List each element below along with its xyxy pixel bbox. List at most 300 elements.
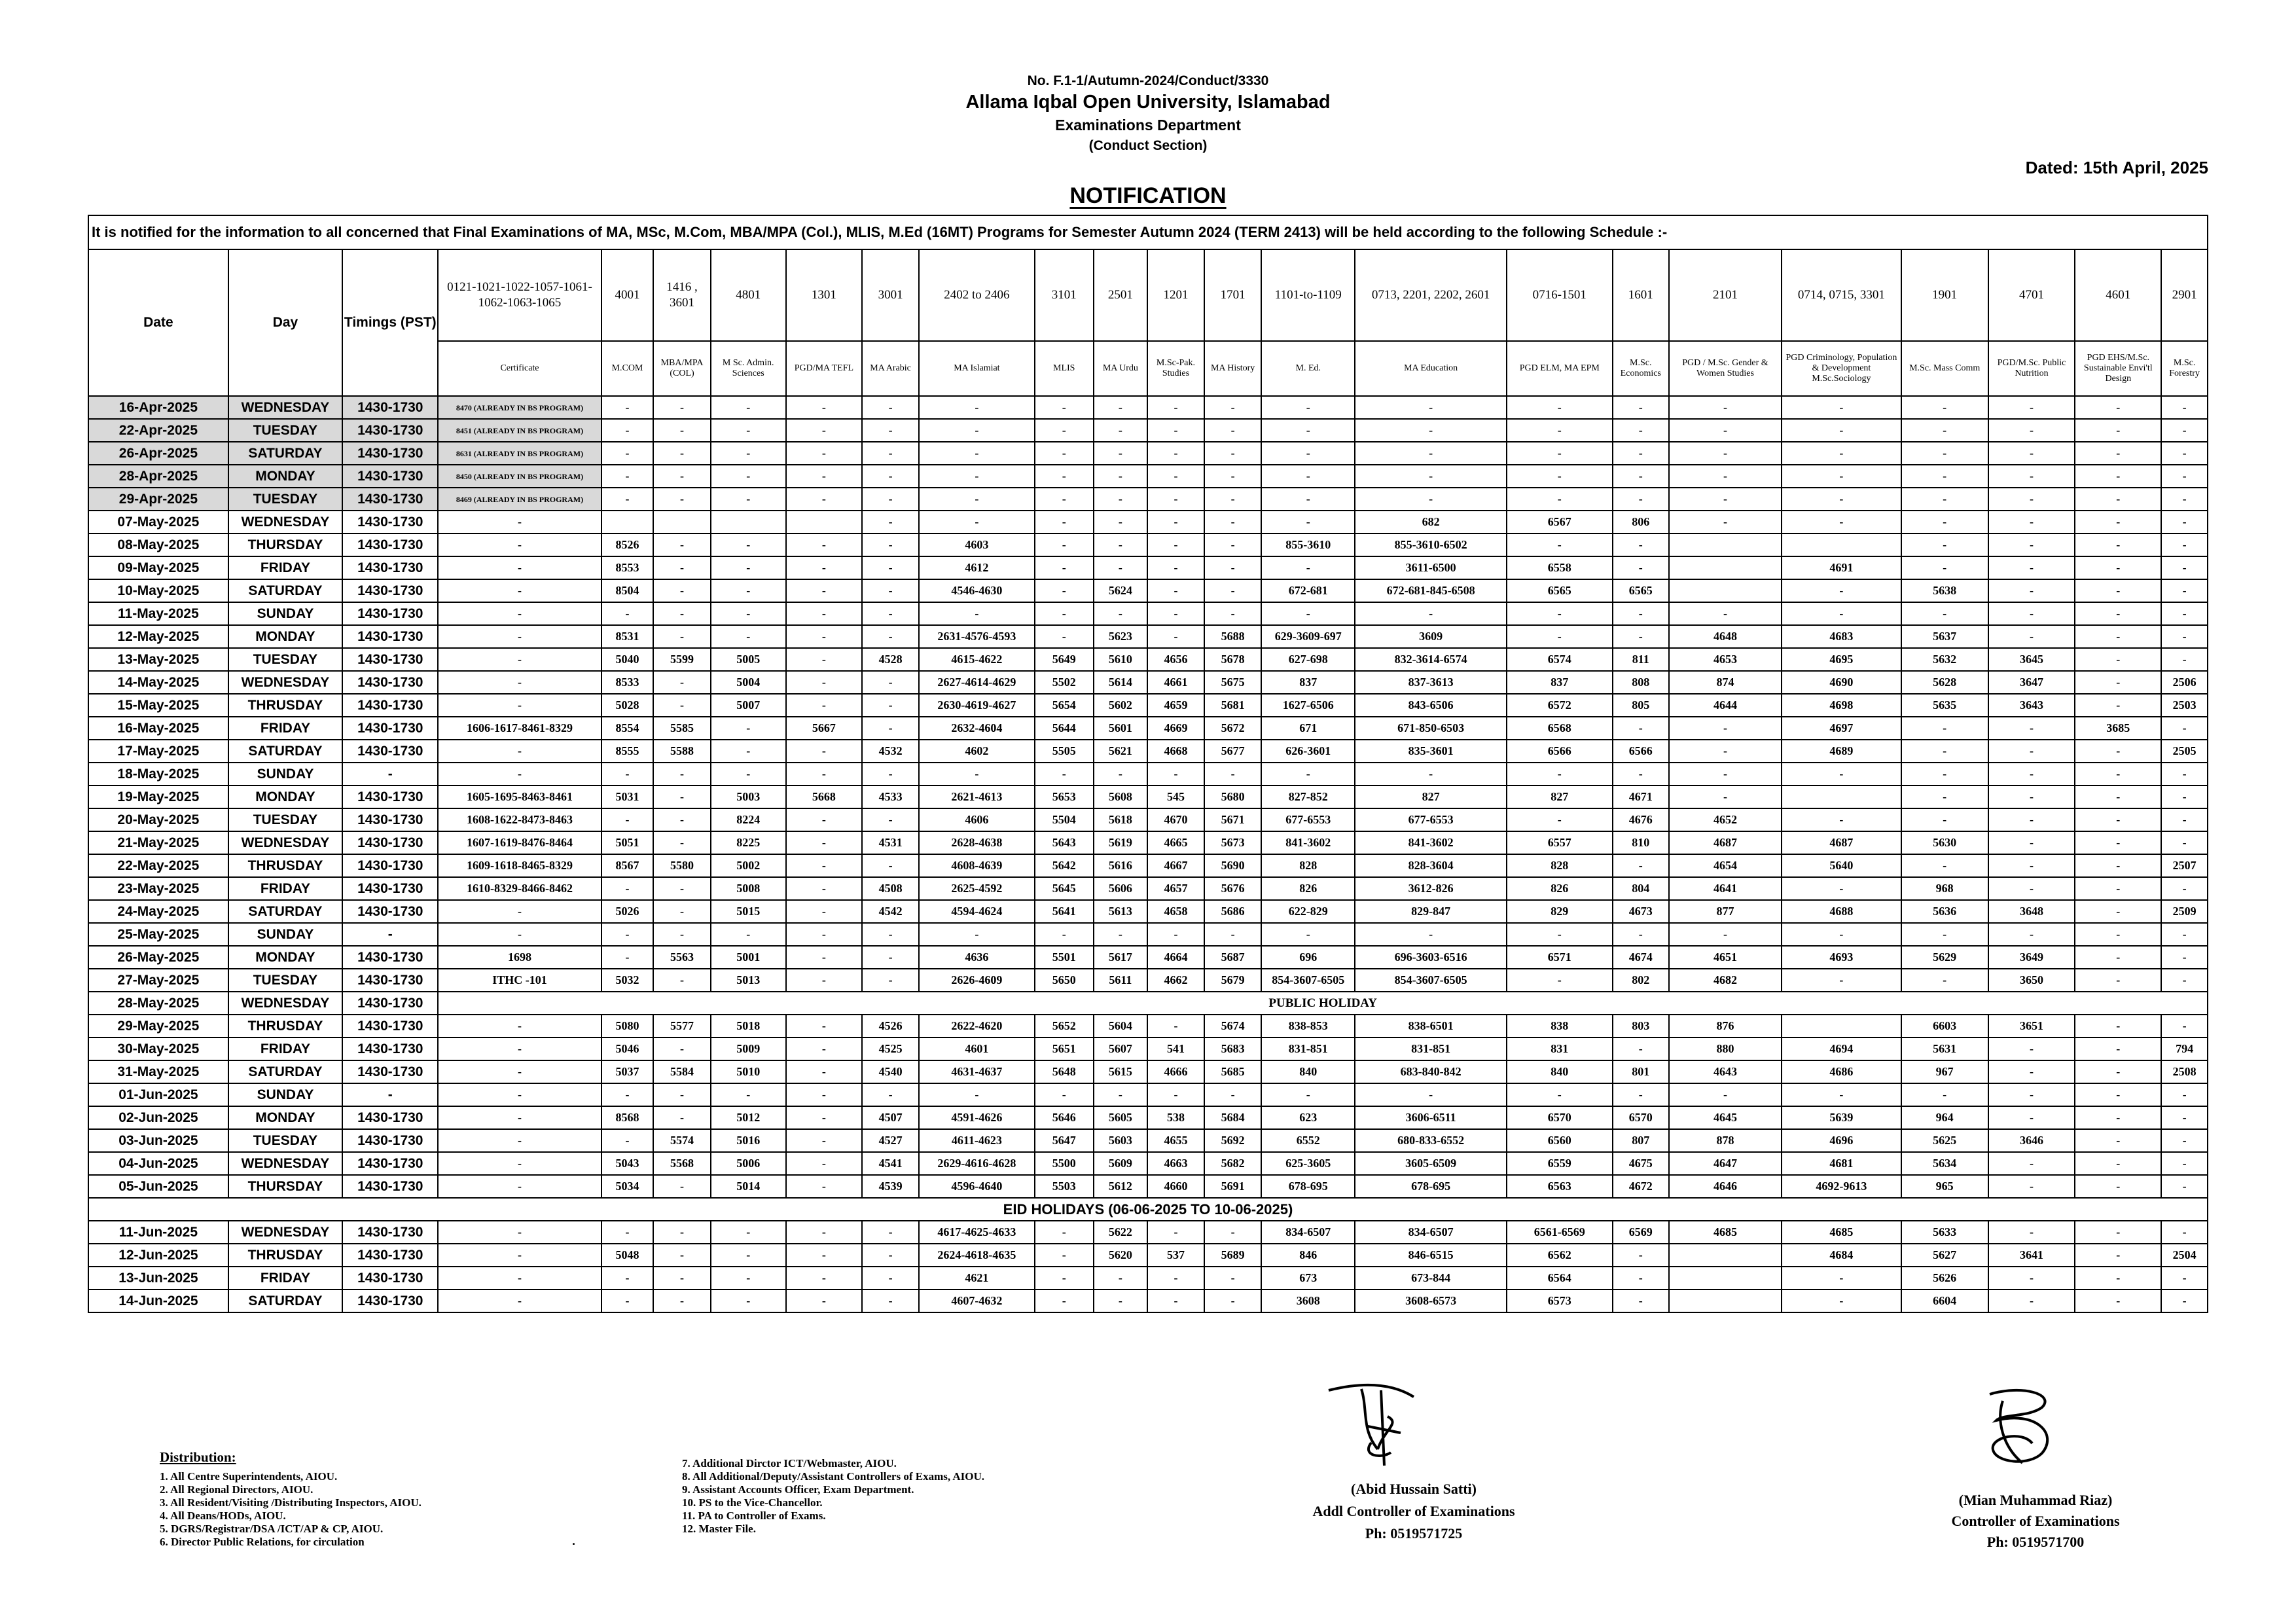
paper-code-cell: - xyxy=(919,602,1034,625)
paper-code-cell: 4690 xyxy=(1782,671,1901,694)
paper-code-cell xyxy=(786,511,862,533)
distribution-item: 7. Additional Dirctor ICT/Webmaster, AIOU. xyxy=(682,1457,897,1470)
paper-code-cell: - xyxy=(1204,1290,1261,1312)
paper-code-cell: - xyxy=(919,396,1034,419)
paper-code-cell: 5640 xyxy=(1782,854,1901,877)
paper-code-cell: - xyxy=(1094,763,1147,785)
paper-code-cell: 541 xyxy=(1147,1038,1204,1060)
paper-code-cell: - xyxy=(1613,533,1669,556)
course-code-header: 2901 xyxy=(2161,249,2208,341)
paper-code-cell: 4656 xyxy=(1147,648,1204,671)
paper-code-cell: - xyxy=(653,763,710,785)
paper-code-cell: - xyxy=(1355,396,1506,419)
day-cell: WEDNESDAY xyxy=(228,1221,342,1244)
paper-code-cell: - xyxy=(2075,465,2161,488)
date-cell: 26-May-2025 xyxy=(88,946,228,969)
paper-code-cell: 5611 xyxy=(1094,969,1147,992)
paper-code-cell: - xyxy=(1901,556,1988,579)
day-cell: SUNDAY xyxy=(228,923,342,946)
paper-code-cell: - xyxy=(2161,1221,2208,1244)
paper-code-cell: 2631-4576-4593 xyxy=(919,625,1034,648)
paper-code-cell: 4611-4623 xyxy=(919,1129,1034,1152)
paper-code-cell: - xyxy=(1613,1290,1669,1312)
paper-code-cell: - xyxy=(862,1083,919,1106)
program-header: PGD / M.Sc. Gender & Women Studies xyxy=(1669,341,1782,396)
paper-code-cell: 2628-4638 xyxy=(919,831,1034,854)
paper-code-cell: - xyxy=(786,602,862,625)
paper-code-cell: 5621 xyxy=(1094,740,1147,763)
paper-code-cell: 5642 xyxy=(1035,854,1094,877)
paper-code-cell: 8531 xyxy=(601,625,654,648)
paper-code-cell xyxy=(1669,579,1782,602)
schedule-row xyxy=(88,556,2208,579)
paper-code-cell: - xyxy=(786,923,862,946)
paper-code-cell: - xyxy=(653,923,710,946)
paper-code-cell: 4617-4625-4633 xyxy=(919,1221,1034,1244)
signature-abid-hussain-satti xyxy=(1322,1377,1420,1469)
date-cell: 02-Jun-2025 xyxy=(88,1106,228,1129)
paper-code-cell: - xyxy=(786,1038,862,1060)
paper-code-cell: 828-3604 xyxy=(1355,854,1506,877)
paper-code-cell: 2509 xyxy=(2161,900,2208,923)
date-cell: 28-May-2025 xyxy=(88,992,228,1015)
paper-code-cell: - xyxy=(1669,511,1782,533)
paper-code-cell: 5500 xyxy=(1035,1152,1094,1175)
paper-code-cell: 5672 xyxy=(1204,717,1261,740)
date-line: Dated: 15th April, 2025 xyxy=(2025,158,2208,177)
paper-code-cell: - xyxy=(1094,556,1147,579)
intro-text: It is notified for the information to all concerned that Final Examinations of MA, MSc, M.Com, MBA/MPA (Col.), MLIS, M.Ed (16MT) Programs for Semester Autumn 2024 (TERM 2413) will be held according to the following Schedule :- xyxy=(88,215,2208,249)
day-cell: MONDAY xyxy=(228,946,342,969)
paper-code-cell: 3641 xyxy=(1988,1244,2075,1267)
paper-code-cell: 6567 xyxy=(1507,511,1613,533)
paper-code-cell: - xyxy=(1507,465,1613,488)
timing-cell: - xyxy=(342,763,438,785)
paper-code-cell: 4647 xyxy=(1669,1152,1782,1175)
paper-code-cell: 6552 xyxy=(1261,1129,1355,1152)
paper-code-cell: - xyxy=(862,1221,919,1244)
paper-code-cell: 837-3613 xyxy=(1355,671,1506,694)
timing-cell: 1430-1730 xyxy=(342,1060,438,1083)
paper-code-cell: 829 xyxy=(1507,900,1613,923)
course-code-header: 1201 xyxy=(1147,249,1204,341)
certificate-cell: - xyxy=(438,602,601,625)
paper-code-cell: 673 xyxy=(1261,1267,1355,1290)
paper-code-cell: - xyxy=(1901,419,1988,442)
paper-code-cell: 876 xyxy=(1669,1015,1782,1038)
certificate-cell: - xyxy=(438,740,601,763)
paper-code-cell: 3685 xyxy=(2075,717,2161,740)
paper-code-cell: 5690 xyxy=(1204,854,1261,877)
paper-code-cell: 877 xyxy=(1669,900,1782,923)
paper-code-cell: 5646 xyxy=(1035,1106,1094,1129)
day-cell: FRIDAY xyxy=(228,877,342,900)
paper-code-cell: 5037 xyxy=(601,1060,654,1083)
paper-code-cell: - xyxy=(919,419,1034,442)
paper-code-cell: - xyxy=(1901,763,1988,785)
paper-code-cell: 5636 xyxy=(1901,900,1988,923)
paper-code-cell: - xyxy=(2075,1152,2161,1175)
paper-code-cell: 964 xyxy=(1901,1106,1988,1129)
paper-code-cell: - xyxy=(1147,533,1204,556)
paper-code-cell: 4531 xyxy=(862,831,919,854)
paper-code-cell: - xyxy=(1507,763,1613,785)
certificate-cell: 8450 (ALREADY IN BS PROGRAM) xyxy=(438,465,601,488)
certificate-cell: 8631 (ALREADY IN BS PROGRAM) xyxy=(438,442,601,465)
paper-code-cell: - xyxy=(862,488,919,511)
paper-code-cell: - xyxy=(601,923,654,946)
program-header: M.Sc. Mass Comm xyxy=(1901,341,1988,396)
day-cell: MONDAY xyxy=(228,785,342,808)
distribution-item: 12. Master File. xyxy=(682,1523,756,1535)
eid-holiday-row xyxy=(88,1198,2208,1221)
paper-code-cell: 5633 xyxy=(1901,1221,1988,1244)
paper-code-cell: - xyxy=(786,488,862,511)
paper-code-cell: 5644 xyxy=(1035,717,1094,740)
paper-code-cell: - xyxy=(2075,923,2161,946)
paper-code-cell: 2504 xyxy=(2161,1244,2208,1267)
paper-code-cell: - xyxy=(919,763,1034,785)
distribution-item: 8. All Additional/Deputy/Assistant Controllers of Exams, AIOU. xyxy=(682,1470,985,1483)
paper-code-cell: 2629-4616-4628 xyxy=(919,1152,1034,1175)
date-cell: 04-Jun-2025 xyxy=(88,1152,228,1175)
paper-code-cell: - xyxy=(1782,465,1901,488)
course-code-header: 4601 xyxy=(2075,249,2161,341)
paper-code-cell: 829-847 xyxy=(1355,900,1506,923)
paper-code-cell: 682 xyxy=(1355,511,1506,533)
paper-code-cell: - xyxy=(601,602,654,625)
day-cell: TUESDAY xyxy=(228,648,342,671)
certificate-cell: 8469 (ALREADY IN BS PROGRAM) xyxy=(438,488,601,511)
signatory-name: (Abid Hussain Satti) xyxy=(1351,1481,1477,1497)
certificate-cell: - xyxy=(438,533,601,556)
schedule-row xyxy=(88,625,2208,648)
paper-code-cell: - xyxy=(711,533,786,556)
paper-code-cell: 5649 xyxy=(1035,648,1094,671)
paper-code-cell: - xyxy=(1094,1267,1147,1290)
paper-code-cell: 4676 xyxy=(1613,808,1669,831)
paper-code-cell: 4607-4632 xyxy=(919,1290,1034,1312)
paper-code-cell: - xyxy=(2161,969,2208,992)
paper-code-cell: - xyxy=(1261,396,1355,419)
intro-row xyxy=(88,215,2208,249)
paper-code-cell xyxy=(1669,1244,1782,1267)
paper-code-cell: 5684 xyxy=(1204,1106,1261,1129)
paper-code-cell: - xyxy=(601,419,654,442)
day-cell: SUNDAY xyxy=(228,1083,342,1106)
paper-code-cell: - xyxy=(2161,1129,2208,1152)
paper-code-cell xyxy=(1782,785,1901,808)
paper-code-cell: - xyxy=(2075,808,2161,831)
paper-code-cell: - xyxy=(2075,1221,2161,1244)
paper-code-cell: 5602 xyxy=(1094,694,1147,717)
paper-code-cell: 5028 xyxy=(601,694,654,717)
paper-code-cell: 4659 xyxy=(1147,694,1204,717)
paper-code-cell: - xyxy=(1204,419,1261,442)
paper-code-cell: - xyxy=(2075,1244,2161,1267)
paper-code-cell: - xyxy=(1988,1152,2075,1175)
paper-code-cell: 4541 xyxy=(862,1152,919,1175)
paper-code-cell: 5668 xyxy=(786,785,862,808)
paper-code-cell: 5620 xyxy=(1094,1244,1147,1267)
paper-code-cell: - xyxy=(1507,1083,1613,1106)
date-cell: 05-Jun-2025 xyxy=(88,1175,228,1198)
paper-code-cell: 5677 xyxy=(1204,740,1261,763)
certificate-cell: - xyxy=(438,1083,601,1106)
paper-code-cell: 5604 xyxy=(1094,1015,1147,1038)
paper-code-cell: - xyxy=(1613,1083,1669,1106)
paper-code-cell: - xyxy=(1988,717,2075,740)
paper-code-cell: - xyxy=(653,1221,710,1244)
paper-code-cell: 4689 xyxy=(1782,740,1901,763)
paper-code-cell: 5641 xyxy=(1035,900,1094,923)
header-day: Day xyxy=(228,249,342,396)
paper-code-cell: - xyxy=(786,396,862,419)
paper-code-cell: 4687 xyxy=(1782,831,1901,854)
paper-code-cell: 5006 xyxy=(711,1152,786,1175)
paper-code-cell: - xyxy=(862,808,919,831)
paper-code-cell: 5080 xyxy=(601,1015,654,1038)
paper-code-cell: 5010 xyxy=(711,1060,786,1083)
paper-code-cell: 4669 xyxy=(1147,717,1204,740)
schedule-row xyxy=(88,511,2208,533)
paper-code-cell: - xyxy=(786,1244,862,1267)
paper-code-cell: - xyxy=(862,1244,919,1267)
paper-code-cell: - xyxy=(1035,1290,1094,1312)
paper-code-cell: - xyxy=(1782,969,1901,992)
date-cell: 31-May-2025 xyxy=(88,1060,228,1083)
paper-code-cell: - xyxy=(1988,740,2075,763)
schedule-row xyxy=(88,1106,2208,1129)
paper-code-cell: - xyxy=(1261,511,1355,533)
schedule-row xyxy=(88,1221,2208,1244)
distribution-list-1 xyxy=(160,1470,422,1549)
paper-code-cell: - xyxy=(1035,511,1094,533)
day-cell: SUNDAY xyxy=(228,763,342,785)
paper-code-cell: - xyxy=(1988,1083,2075,1106)
paper-code-cell: - xyxy=(2075,1083,2161,1106)
paper-code-cell: - xyxy=(862,1290,919,1312)
paper-code-cell: - xyxy=(786,808,862,831)
paper-code-cell: 5622 xyxy=(1094,1221,1147,1244)
course-code-header: 3001 xyxy=(862,249,919,341)
paper-code-cell: 5501 xyxy=(1035,946,1094,969)
paper-code-cell: - xyxy=(1147,511,1204,533)
paper-code-cell: - xyxy=(1901,717,1988,740)
paper-code-cell: - xyxy=(862,763,919,785)
timing-cell: 1430-1730 xyxy=(342,602,438,625)
paper-code-cell: - xyxy=(1507,488,1613,511)
program-header: Certificate xyxy=(438,341,601,396)
paper-code-cell: 3651 xyxy=(1988,1015,2075,1038)
paper-code-cell: - xyxy=(2161,625,2208,648)
paper-code-cell: - xyxy=(862,671,919,694)
paper-code-cell xyxy=(1669,1290,1782,1312)
paper-code-cell: - xyxy=(862,625,919,648)
course-code-header: 2501 xyxy=(1094,249,1147,341)
paper-code-cell: - xyxy=(1901,488,1988,511)
paper-code-cell: 3645 xyxy=(1988,648,2075,671)
paper-code-cell: - xyxy=(2075,396,2161,419)
paper-code-cell: - xyxy=(711,1290,786,1312)
paper-code-cell: - xyxy=(1613,625,1669,648)
paper-code-cell: - xyxy=(1782,488,1901,511)
course-code-header: 4701 xyxy=(1988,249,2075,341)
paper-code-cell: 4596-4640 xyxy=(919,1175,1034,1198)
paper-code-cell: 5618 xyxy=(1094,808,1147,831)
paper-code-cell: 2506 xyxy=(2161,671,2208,694)
paper-code-cell: - xyxy=(2161,1267,2208,1290)
paper-code-cell: - xyxy=(1901,969,1988,992)
paper-code-cell: - xyxy=(653,1175,710,1198)
certificate-cell: ITHC -101 xyxy=(438,969,601,992)
paper-code-cell: 5043 xyxy=(601,1152,654,1175)
paper-code-cell: - xyxy=(1669,923,1782,946)
paper-code-cell: 5585 xyxy=(653,717,710,740)
paper-code-cell: 5681 xyxy=(1204,694,1261,717)
paper-code-cell: 8533 xyxy=(601,671,654,694)
paper-code-cell: 810 xyxy=(1613,831,1669,854)
program-header: MA Education xyxy=(1355,341,1506,396)
schedule-row xyxy=(88,854,2208,877)
paper-code-cell: 696-3603-6516 xyxy=(1355,946,1506,969)
paper-code-cell: 811 xyxy=(1613,648,1669,671)
certificate-cell: - xyxy=(438,671,601,694)
paper-code-cell: 5648 xyxy=(1035,1060,1094,1083)
paper-code-cell: 5634 xyxy=(1901,1152,1988,1175)
paper-code-cell: 5627 xyxy=(1901,1244,1988,1267)
schedule-row xyxy=(88,442,2208,465)
paper-code-cell: - xyxy=(2161,396,2208,419)
paper-code-cell: - xyxy=(1094,1083,1147,1106)
day-cell: SATURDAY xyxy=(228,1060,342,1083)
paper-code-cell: - xyxy=(786,1152,862,1175)
paper-code-cell: - xyxy=(1782,923,1901,946)
paper-code-cell: 4654 xyxy=(1669,854,1782,877)
date-cell: 18-May-2025 xyxy=(88,763,228,785)
certificate-cell: - xyxy=(438,648,601,671)
paper-code-cell: - xyxy=(786,694,862,717)
paper-code-cell: - xyxy=(601,1129,654,1152)
paper-code-cell: 828 xyxy=(1261,854,1355,877)
paper-code-cell: - xyxy=(2075,831,2161,854)
paper-code-cell: 4672 xyxy=(1613,1175,1669,1198)
certificate-cell: 1607-1619-8476-8464 xyxy=(438,831,601,854)
paper-code-cell: - xyxy=(786,648,862,671)
paper-code-cell xyxy=(1669,1267,1782,1290)
department-name: Examinations Department xyxy=(1055,117,1241,134)
schedule-row xyxy=(88,1175,2208,1198)
paper-code-cell: - xyxy=(786,419,862,442)
paper-code-cell: 5051 xyxy=(601,831,654,854)
paper-code-cell: - xyxy=(1613,923,1669,946)
schedule-row xyxy=(88,533,2208,556)
paper-code-cell: - xyxy=(919,488,1034,511)
paper-code-cell: - xyxy=(1669,1083,1782,1106)
day-cell: SATURDAY xyxy=(228,442,342,465)
paper-code-cell: - xyxy=(601,488,654,511)
paper-code-cell: 6563 xyxy=(1507,1175,1613,1198)
paper-code-cell: - xyxy=(1261,923,1355,946)
paper-code-cell: 5680 xyxy=(1204,785,1261,808)
paper-code-cell: - xyxy=(1204,556,1261,579)
paper-code-cell: 4652 xyxy=(1669,808,1782,831)
paper-code-cell: 5647 xyxy=(1035,1129,1094,1152)
paper-code-cell: - xyxy=(862,923,919,946)
day-cell: FRIDAY xyxy=(228,1038,342,1060)
paper-code-cell: - xyxy=(1988,465,2075,488)
paper-code-cell: - xyxy=(711,442,786,465)
paper-code-cell: 5686 xyxy=(1204,900,1261,923)
paper-code-cell: 3648 xyxy=(1988,900,2075,923)
timing-cell: 1430-1730 xyxy=(342,1290,438,1312)
paper-code-cell: - xyxy=(2161,465,2208,488)
paper-code-cell: - xyxy=(653,602,710,625)
paper-code-cell: - xyxy=(2075,946,2161,969)
paper-code-cell: - xyxy=(711,717,786,740)
paper-code-cell: - xyxy=(1901,854,1988,877)
paper-code-cell: 4697 xyxy=(1782,717,1901,740)
paper-code-cell: 5608 xyxy=(1094,785,1147,808)
paper-code-cell: - xyxy=(1094,442,1147,465)
paper-code-cell: 834-6507 xyxy=(1355,1221,1506,1244)
paper-code-cell: - xyxy=(2161,556,2208,579)
paper-code-cell: - xyxy=(1782,763,1901,785)
paper-code-cell: - xyxy=(2161,533,2208,556)
paper-code-cell: 5574 xyxy=(653,1129,710,1152)
paper-code-cell: - xyxy=(2075,900,2161,923)
paper-code-cell: 625-3605 xyxy=(1261,1152,1355,1175)
schedule-row xyxy=(88,763,2208,785)
paper-code-cell: - xyxy=(786,1175,862,1198)
paper-code-cell: - xyxy=(1035,1083,1094,1106)
paper-code-cell: 5638 xyxy=(1901,579,1988,602)
paper-code-cell: 4693 xyxy=(1782,946,1901,969)
paper-code-cell: 5013 xyxy=(711,969,786,992)
paper-code-cell: - xyxy=(862,694,919,717)
paper-code-cell: 4691 xyxy=(1782,556,1901,579)
paper-code-cell: - xyxy=(1204,579,1261,602)
paper-code-cell: - xyxy=(1147,602,1204,625)
program-header: MA Islamiat xyxy=(919,341,1034,396)
day-cell: THRUSDAY xyxy=(228,694,342,717)
paper-code-cell: 838 xyxy=(1507,1015,1613,1038)
paper-code-cell: - xyxy=(786,442,862,465)
program-header: M Sc. Admin. Sciences xyxy=(711,341,786,396)
paper-code-cell: 965 xyxy=(1901,1175,1988,1198)
paper-code-cell: - xyxy=(1613,465,1669,488)
paper-code-cell: - xyxy=(653,1083,710,1106)
paper-code-cell: 4507 xyxy=(862,1106,919,1129)
paper-code-cell: - xyxy=(786,854,862,877)
timing-cell: 1430-1730 xyxy=(342,556,438,579)
paper-code-cell: 5678 xyxy=(1204,648,1261,671)
paper-code-cell: 2503 xyxy=(2161,694,2208,717)
program-header: M.Sc. Forestry xyxy=(2161,341,2208,396)
paper-code-cell: 841-3602 xyxy=(1261,831,1355,854)
date-cell: 23-May-2025 xyxy=(88,877,228,900)
paper-code-cell: - xyxy=(1035,923,1094,946)
day-cell: SATURDAY xyxy=(228,740,342,763)
paper-code-cell: - xyxy=(862,396,919,419)
paper-code-cell: 855-3610 xyxy=(1261,533,1355,556)
paper-code-cell: 2505 xyxy=(2161,740,2208,763)
paper-code-cell: - xyxy=(2075,1175,2161,1198)
distribution-item: 10. PS to the Vice-Chancellor. xyxy=(682,1496,823,1509)
paper-code-cell: - xyxy=(1988,1038,2075,1060)
paper-code-cell: - xyxy=(2075,740,2161,763)
course-code-header: 2101 xyxy=(1669,249,1782,341)
